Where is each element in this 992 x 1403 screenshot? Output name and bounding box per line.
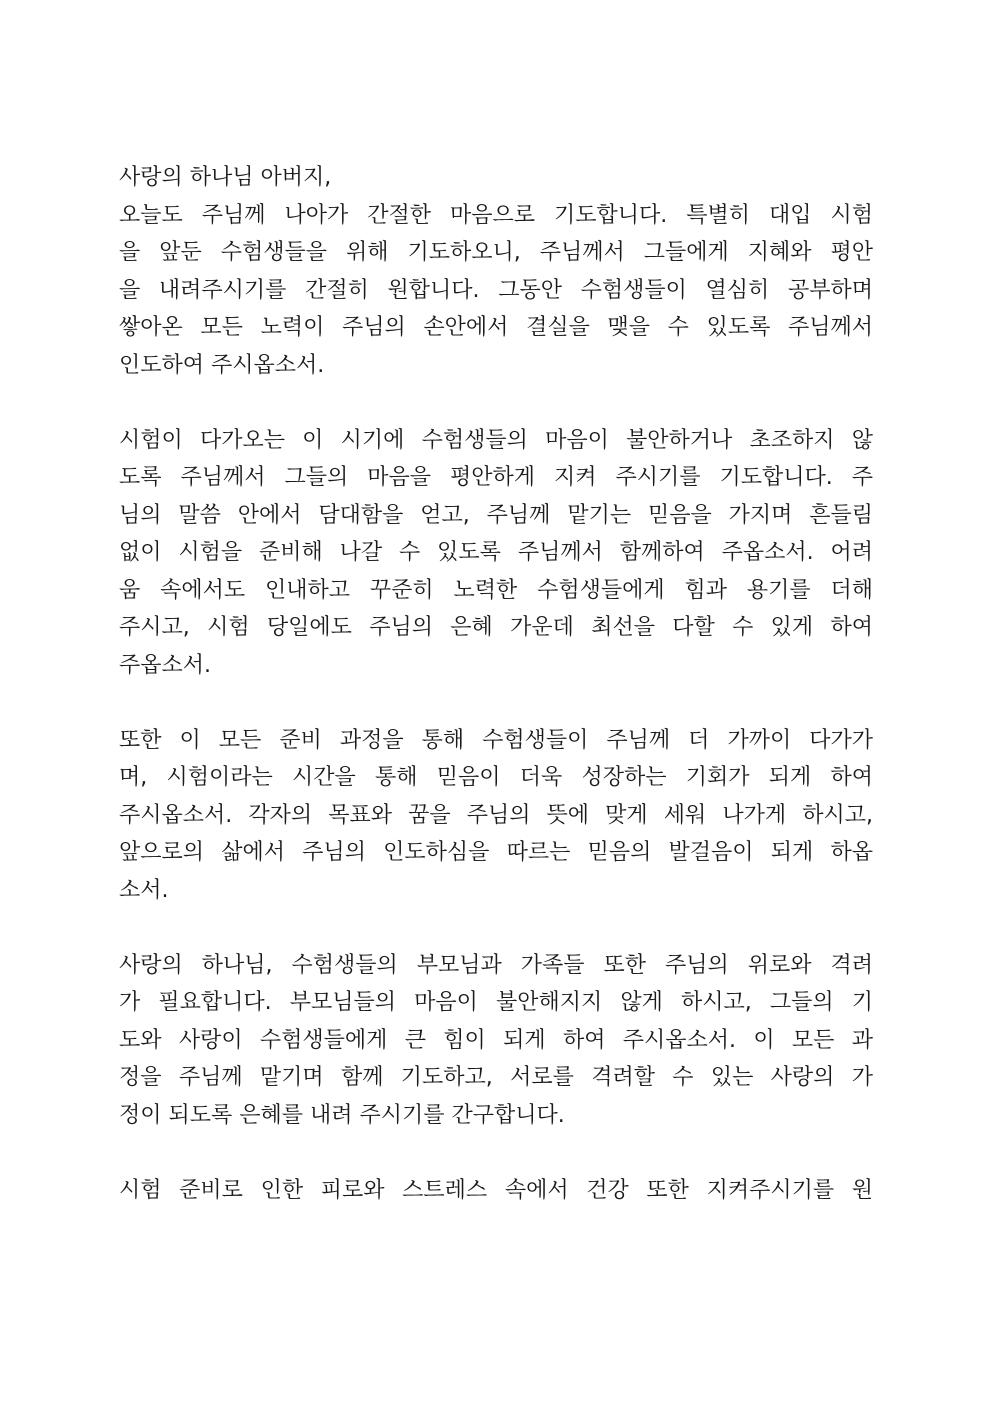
paragraph-4 <box>119 722 873 910</box>
paragraph-gap <box>119 909 873 947</box>
text-line: 앞으로의 삶에서 주님의 인도하심을 따르는 믿음의 발걸음이 되게 하옵 <box>119 840 873 865</box>
paragraph-3 <box>119 422 873 685</box>
paragraph-2 <box>119 197 873 385</box>
paragraph-gap <box>119 684 873 722</box>
text-line: 또한 이 모든 준비 과정을 통해 수험생들이 주님께 더 가까이 다가가 <box>119 727 873 753</box>
text-line: 며, 시험이라는 시간을 통해 믿음이 더욱 성장하는 기회가 되게 하여 <box>119 765 873 790</box>
text-line: 을 내려주시기를 간절히 원합니다. 그동안 수험생들이 열심히 공부하며 <box>119 277 873 303</box>
text-line: 소서. <box>119 877 169 903</box>
paragraph-5 <box>119 947 873 1135</box>
prayer-text <box>119 159 873 1209</box>
text-line: 없이 시험을 준비해 나갈 수 있도록 주님께서 함께하여 주옵소서. 어려 <box>119 540 873 565</box>
text-line: 정을 주님께 맡기며 함께 기도하고, 서로를 격려할 수 있는 사랑의 가 <box>119 1065 873 1090</box>
text-line: 도록 주님께서 그들의 마음을 평안하게 지켜 주시기를 기도합니다. 주 <box>119 465 873 490</box>
text-line: 정이 되도록 은혜를 내려 주시기를 간구합니다. <box>119 1102 565 1128</box>
paragraph-6 <box>119 1172 873 1210</box>
paragraph-1 <box>119 159 873 197</box>
text-line: 주옵소서. <box>119 652 212 678</box>
text-line: 인도하여 주시옵소서. <box>119 352 325 378</box>
text-line: 시험 준비로 인한 피로와 스트레스 속에서 건강 또한 지켜주시기를 원 <box>119 1177 873 1203</box>
paragraph-gap <box>119 1134 873 1172</box>
text-line: 가 필요합니다. 부모님들의 마음이 불안해지지 않게 하시고, 그들의 기 <box>119 990 873 1015</box>
text-line: 주시고, 시험 당일에도 주님의 은혜 가운데 최선을 다할 수 있게 하여 <box>119 615 873 640</box>
text-line: 사랑의 하나님, 수험생들의 부모님과 가족들 또한 주님의 위로와 격려 <box>119 952 873 978</box>
text-line: 을 앞둔 수험생들을 위해 기도하오니, 주님께서 그들에게 지혜와 평안 <box>119 240 873 265</box>
text-line: 사랑의 하나님 아버지, <box>119 165 332 190</box>
text-line: 쌓아온 모든 노력이 주님의 손안에서 결실을 맺을 수 있도록 주님께서 <box>119 315 873 340</box>
text-line: 움 속에서도 인내하고 꾸준히 노력한 수험생들에게 힘과 용기를 더해 <box>119 577 873 603</box>
paragraph-gap <box>119 384 873 422</box>
text-line: 도와 사랑이 수험생들에게 큰 힘이 되게 하여 주시옵소서. 이 모든 과 <box>119 1027 873 1053</box>
text-line: 님의 말씀 안에서 담대함을 얻고, 주님께 맡기는 믿음을 가지며 흔들림 <box>119 502 873 528</box>
text-line: 주시옵소서. 각자의 목표와 꿈을 주님의 뜻에 맞게 세워 나가게 하시고, <box>119 802 873 828</box>
text-line: 오늘도 주님께 나아가 간절한 마음으로 기도합니다. 특별히 대입 시험 <box>119 202 873 228</box>
text-line: 시험이 다가오는 이 시기에 수험생들의 마음이 불안하거나 초조하지 않 <box>119 427 873 453</box>
